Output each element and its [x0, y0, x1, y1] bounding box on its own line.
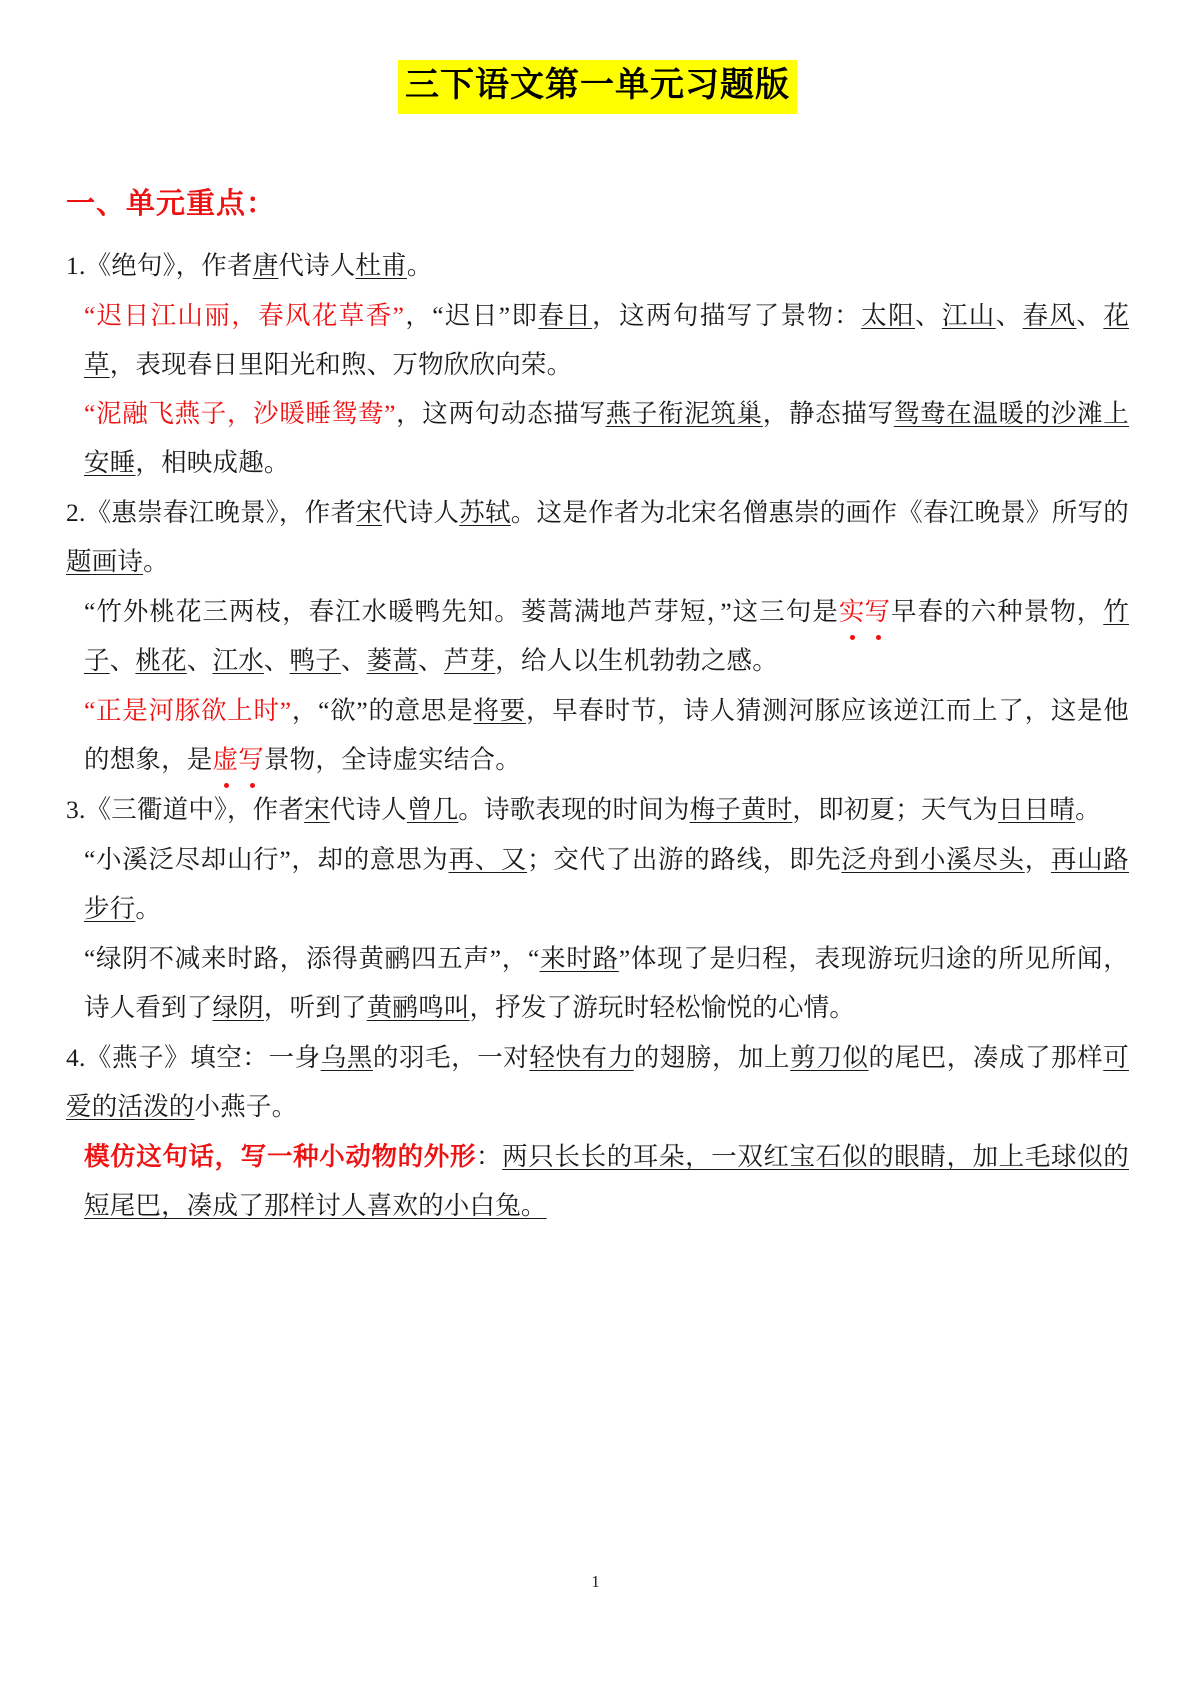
text-run: ，相映成趣。: [135, 448, 290, 478]
text-run: 3.《三衢道中》，作者: [66, 795, 305, 825]
text-run: ；交代了出游的路线，即先: [527, 845, 842, 875]
text-run: 。: [143, 547, 169, 577]
body-content: [66, 242, 1129, 1231]
text-run: 桃花: [135, 646, 187, 676]
text-run: ”体现了是归程，表现游玩归途的所见所闻，诗人看到了: [84, 943, 1129, 1022]
text-run: 。诗歌表现的时间为: [458, 795, 690, 825]
text-run: 、: [186, 646, 213, 676]
text-run: 可爱的活泼的: [66, 1042, 1129, 1121]
text-run: 景物，全诗虚实结合。: [263, 745, 521, 775]
paragraph-l8: [66, 836, 1129, 934]
text-run: 4.《燕子》填空：一身: [66, 1042, 321, 1072]
text-run: ，抒发了游玩时轻松愉悦的心情。: [469, 992, 856, 1022]
text-run: 宋: [356, 498, 382, 528]
section-heading: 一、单元重点：: [66, 187, 277, 220]
text-run: “竹外桃花三两枝，春江水暖鸭先知。蒌蒿满地芦芽短，”这三句是: [84, 597, 839, 627]
text-run: 、: [914, 300, 942, 330]
text-run: 、: [418, 646, 444, 676]
text-run: 杜甫: [355, 250, 407, 280]
text-run: 江山: [941, 300, 996, 330]
text-run: “迟日江山丽，春风花草香”: [84, 300, 405, 330]
text-run: 乌黑: [320, 1042, 373, 1072]
text-run: 。: [1075, 795, 1101, 825]
page-title: 三下语文第一单元习题版: [398, 60, 797, 114]
text-run: 梅子黄时: [689, 795, 793, 825]
text-run: 的翅膀，加上: [633, 1042, 791, 1072]
text-run: 再、又: [448, 845, 528, 875]
text-run: 代诗人: [278, 250, 356, 280]
text-run: ：: [476, 1141, 503, 1171]
text-run: 轻快有力: [529, 1042, 634, 1072]
text-run: 的尾巴，凑成了那样: [868, 1042, 1104, 1072]
paragraph-l9: [66, 935, 1129, 1033]
paragraph-l5: [66, 588, 1129, 686]
paragraph-l6: [66, 687, 1129, 785]
text-run: ，: [1024, 845, 1051, 875]
text-run: ，“欲”的意思是: [291, 696, 474, 726]
text-run: ，听到了: [263, 992, 367, 1022]
text-run: 芦芽: [443, 646, 496, 676]
paragraph-l1: [66, 242, 1129, 291]
text-run: 竹子: [84, 597, 1129, 676]
text-run: 、: [263, 646, 290, 676]
text-run: 将要: [473, 696, 526, 726]
text-run: “小溪泛尽却山行”，却的意思为: [84, 845, 449, 875]
text-run: ，静态描写: [762, 399, 894, 429]
text-run: ，这两句描写了景物：: [592, 300, 862, 330]
text-run: 1.《绝句》，作者: [66, 250, 253, 280]
text-run: 代诗人: [329, 795, 407, 825]
page-number: 1: [591, 1572, 600, 1591]
text-run: 蒌蒿: [366, 646, 419, 676]
text-run: 的羽毛，一对: [372, 1042, 530, 1072]
text-run: 剪刀似: [790, 1042, 869, 1072]
text-run: 、: [341, 646, 367, 676]
text-run: 春日: [538, 300, 593, 330]
text-run: “正是河豚欲上时”: [84, 696, 292, 726]
text-run: “绿阴不减来时路，添得黄鹂四五声”，“: [84, 943, 540, 973]
text-run: 、: [995, 300, 1023, 330]
text-run: 、: [1076, 300, 1104, 330]
text-run: 江水: [212, 646, 264, 676]
text-run: ，表现春日里阳光和煦、万物欣欣向荣。: [109, 349, 573, 379]
text-run: 。: [135, 893, 162, 923]
text-run: 实写: [839, 588, 890, 637]
text-run: ，“迟日”即: [404, 300, 539, 330]
text-run: ，给人以生机勃勃之感。: [495, 646, 778, 676]
text-run: 春风: [1022, 300, 1077, 330]
text-run: 再山路步行: [84, 845, 1130, 923]
paragraph-l4: [66, 489, 1129, 587]
paragraph-l2: [66, 292, 1129, 390]
text-run: 花草: [84, 300, 1130, 379]
text-run: 两只长长的耳朵，一双红宝石似的眼睛，加上毛球似的短尾巴，凑成了那样讨人喜欢的小白兔。: [84, 1141, 1129, 1220]
text-run: 鸳鸯在温暖的沙滩上安睡: [84, 399, 1129, 478]
text-run: 模仿这句话，写一种小动物的外形: [84, 1141, 477, 1171]
text-run: 唐: [252, 250, 279, 280]
text-run: 。这是作者为北宋名僧惠崇的画作《春江晚景》所写的: [510, 498, 1129, 528]
text-run: 代诗人: [381, 498, 460, 528]
text-run: ，即初夏；天气为: [792, 795, 999, 825]
text-run: 2.《惠崇春江晚景》，作者: [66, 498, 357, 528]
paragraph-l10: [66, 1034, 1129, 1132]
text-run: 小燕子。: [194, 1091, 298, 1121]
text-run: 宋: [304, 795, 330, 825]
text-run: 泛舟到小溪尽头: [841, 845, 1025, 875]
title-row: [66, 60, 1129, 114]
text-run: 。: [406, 250, 433, 280]
text-run: 日日晴: [998, 795, 1076, 825]
text-run: 曾几: [406, 795, 459, 825]
text-run: 、: [109, 646, 136, 676]
text-run: 燕子衔泥筑巢: [605, 399, 763, 429]
lines-container: [66, 242, 1129, 1231]
text-run: 虚写: [213, 736, 264, 785]
text-run: ，早春时节，诗人猜测河豚应该逆江而上了，这是他的想象，是: [84, 696, 1130, 775]
paragraph-l3: [66, 390, 1129, 488]
text-run: 太阳: [861, 300, 915, 330]
text-run: ，这两句动态描写: [395, 399, 606, 429]
text-run: 绿阴: [212, 992, 264, 1022]
text-run: 来时路: [539, 943, 619, 973]
text-run: 题画诗: [66, 547, 144, 577]
text-run: 鸭子: [289, 646, 342, 676]
text-run: 早春的六种景物，: [890, 597, 1104, 627]
text-run: 苏轼: [459, 498, 511, 528]
paragraph-l11: [66, 1133, 1129, 1231]
text-run: 黄鹂鸣叫: [366, 992, 470, 1022]
paragraph-l7: [66, 786, 1129, 835]
text-run: “泥融飞燕子，沙暖睡鸳鸯”: [84, 399, 396, 429]
